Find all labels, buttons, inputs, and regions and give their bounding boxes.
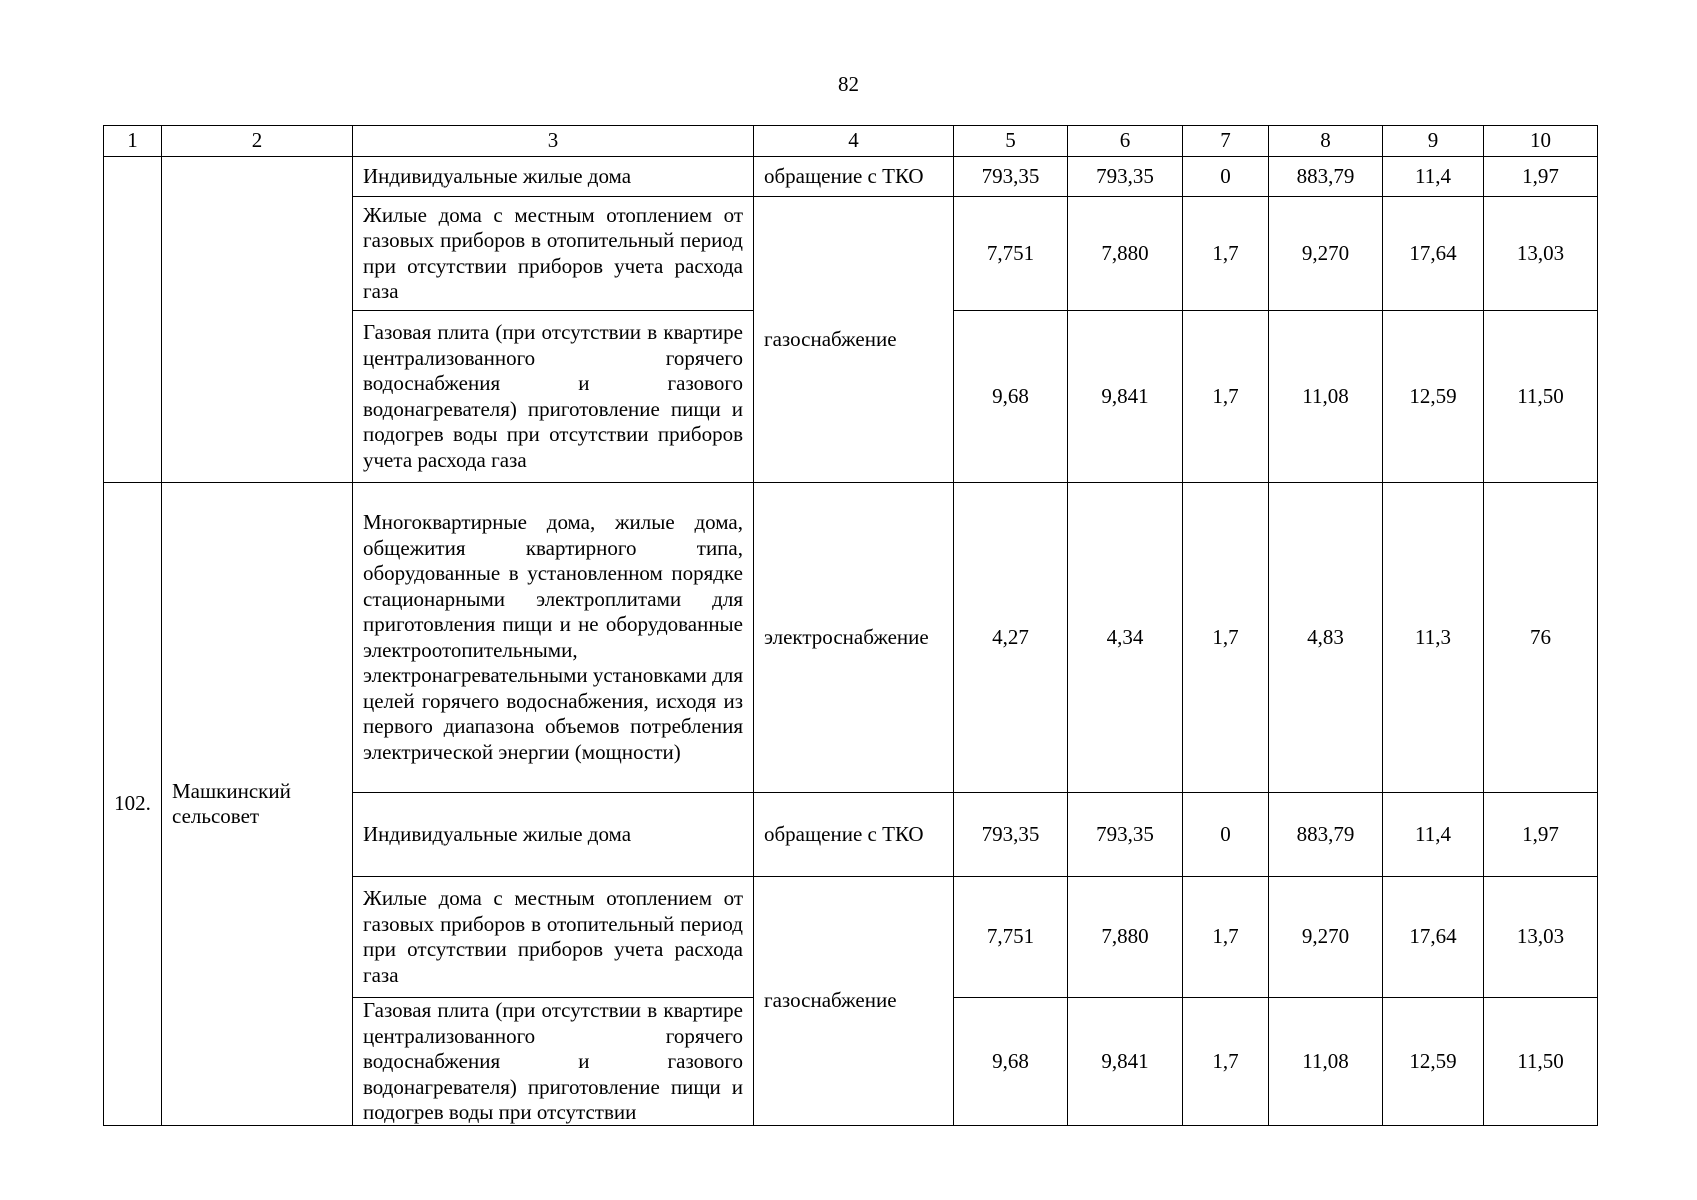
row-col8: 9,270 <box>1269 877 1383 998</box>
row-col7: 1,7 <box>1183 998 1269 1126</box>
row-description: Многоквартирные дома, жилые дома, общежития квартирного типа, оборудованные в установленном порядке стационарными электроплитами для приготовления пищи и не оборудованные электроотопительными, электронагревательными установками для целей горячего водоснабжения, исходя из первого диапазона объемов потребления электрической энергии (мощности) <box>353 483 754 793</box>
row-description: Индивидуальные жилые дома <box>353 157 754 197</box>
row-col6: 793,35 <box>1068 157 1183 197</box>
settlement-name: Машкинский сельсовет <box>162 483 353 1126</box>
index-cell-empty <box>104 157 162 483</box>
row-col8: 883,79 <box>1269 157 1383 197</box>
row-description: Индивидуальные жилые дома <box>353 793 754 877</box>
row-col10: 1,97 <box>1484 793 1598 877</box>
row-service-gas: газоснабжение <box>754 877 954 1126</box>
row-col8: 9,270 <box>1269 197 1383 311</box>
row-col5: 793,35 <box>954 793 1068 877</box>
row-description: Газовая плита (при отсутствии в квартире централизованного горячего водоснабжения и газового водонагревателя) приготовление пищи и подогрев воды при отсутствии приборов учета расхода газа <box>353 311 754 483</box>
header-cell-4: 4 <box>754 126 954 157</box>
row-col7: 1,7 <box>1183 311 1269 483</box>
row-col8: 11,08 <box>1269 311 1383 483</box>
page-number: 82 <box>838 72 859 96</box>
row-col8: 11,08 <box>1269 998 1383 1126</box>
header-cell-1: 1 <box>104 126 162 157</box>
tariff-table <box>103 125 1598 1126</box>
row-col10: 1,97 <box>1484 157 1598 197</box>
table-row <box>104 157 1598 197</box>
row-col9: 11,4 <box>1383 157 1484 197</box>
row-col5: 7,751 <box>954 877 1068 998</box>
row-col10: 11,50 <box>1484 311 1598 483</box>
row-service: электроснабжение <box>754 483 954 793</box>
header-cell-3: 3 <box>353 126 754 157</box>
row-col10: 76 <box>1484 483 1598 793</box>
row-col8: 4,83 <box>1269 483 1383 793</box>
header-cell-6: 6 <box>1068 126 1183 157</box>
row-col7: 0 <box>1183 793 1269 877</box>
settlement-cell-empty <box>162 157 353 483</box>
row-col9: 12,59 <box>1383 311 1484 483</box>
settlement-index: 102. <box>104 483 162 1126</box>
row-col7: 0 <box>1183 157 1269 197</box>
header-cell-7: 7 <box>1183 126 1269 157</box>
row-col10: 11,50 <box>1484 998 1598 1126</box>
row-col9: 11,4 <box>1383 793 1484 877</box>
row-col6: 4,34 <box>1068 483 1183 793</box>
header-cell-10: 10 <box>1484 126 1598 157</box>
row-col9: 17,64 <box>1383 197 1484 311</box>
row-description: Жилые дома с местным отоплением от газовых приборов в отопительный период при отсутствии приборов учета расхода газа <box>353 197 754 311</box>
row-col8: 883,79 <box>1269 793 1383 877</box>
row-col6: 7,880 <box>1068 197 1183 311</box>
table-row <box>104 483 1598 793</box>
row-col5: 4,27 <box>954 483 1068 793</box>
row-col6: 7,880 <box>1068 877 1183 998</box>
header-cell-8: 8 <box>1269 126 1383 157</box>
row-col5: 9,68 <box>954 998 1068 1126</box>
row-description: Жилые дома с местным отоплением от газовых приборов в отопительный период при отсутствии приборов учета расхода газа <box>353 877 754 998</box>
row-col10: 13,03 <box>1484 197 1598 311</box>
row-col10: 13,03 <box>1484 877 1598 998</box>
table-header-row <box>104 126 1598 157</box>
row-col6: 793,35 <box>1068 793 1183 877</box>
row-col5: 793,35 <box>954 157 1068 197</box>
row-description-text: Газовая плита (при отсутствии в квартире централизованного горячего водоснабжения и газового водонагревателя) приготовление пищи и подогрев воды при отсутствии <box>363 998 743 1124</box>
row-col6: 9,841 <box>1068 311 1183 483</box>
row-col7: 1,7 <box>1183 877 1269 998</box>
row-description <box>353 998 754 1126</box>
row-service: обращение с ТКО <box>754 157 954 197</box>
row-col9: 12,59 <box>1383 998 1484 1126</box>
row-service-gas: газоснабжение <box>754 197 954 483</box>
row-col9: 11,3 <box>1383 483 1484 793</box>
row-col5: 7,751 <box>954 197 1068 311</box>
row-col9: 17,64 <box>1383 877 1484 998</box>
row-col7: 1,7 <box>1183 483 1269 793</box>
header-cell-9: 9 <box>1383 126 1484 157</box>
header-cell-2: 2 <box>162 126 353 157</box>
row-col7: 1,7 <box>1183 197 1269 311</box>
row-col5: 9,68 <box>954 311 1068 483</box>
row-service: обращение с ТКО <box>754 793 954 877</box>
row-col6: 9,841 <box>1068 998 1183 1126</box>
header-cell-5: 5 <box>954 126 1068 157</box>
